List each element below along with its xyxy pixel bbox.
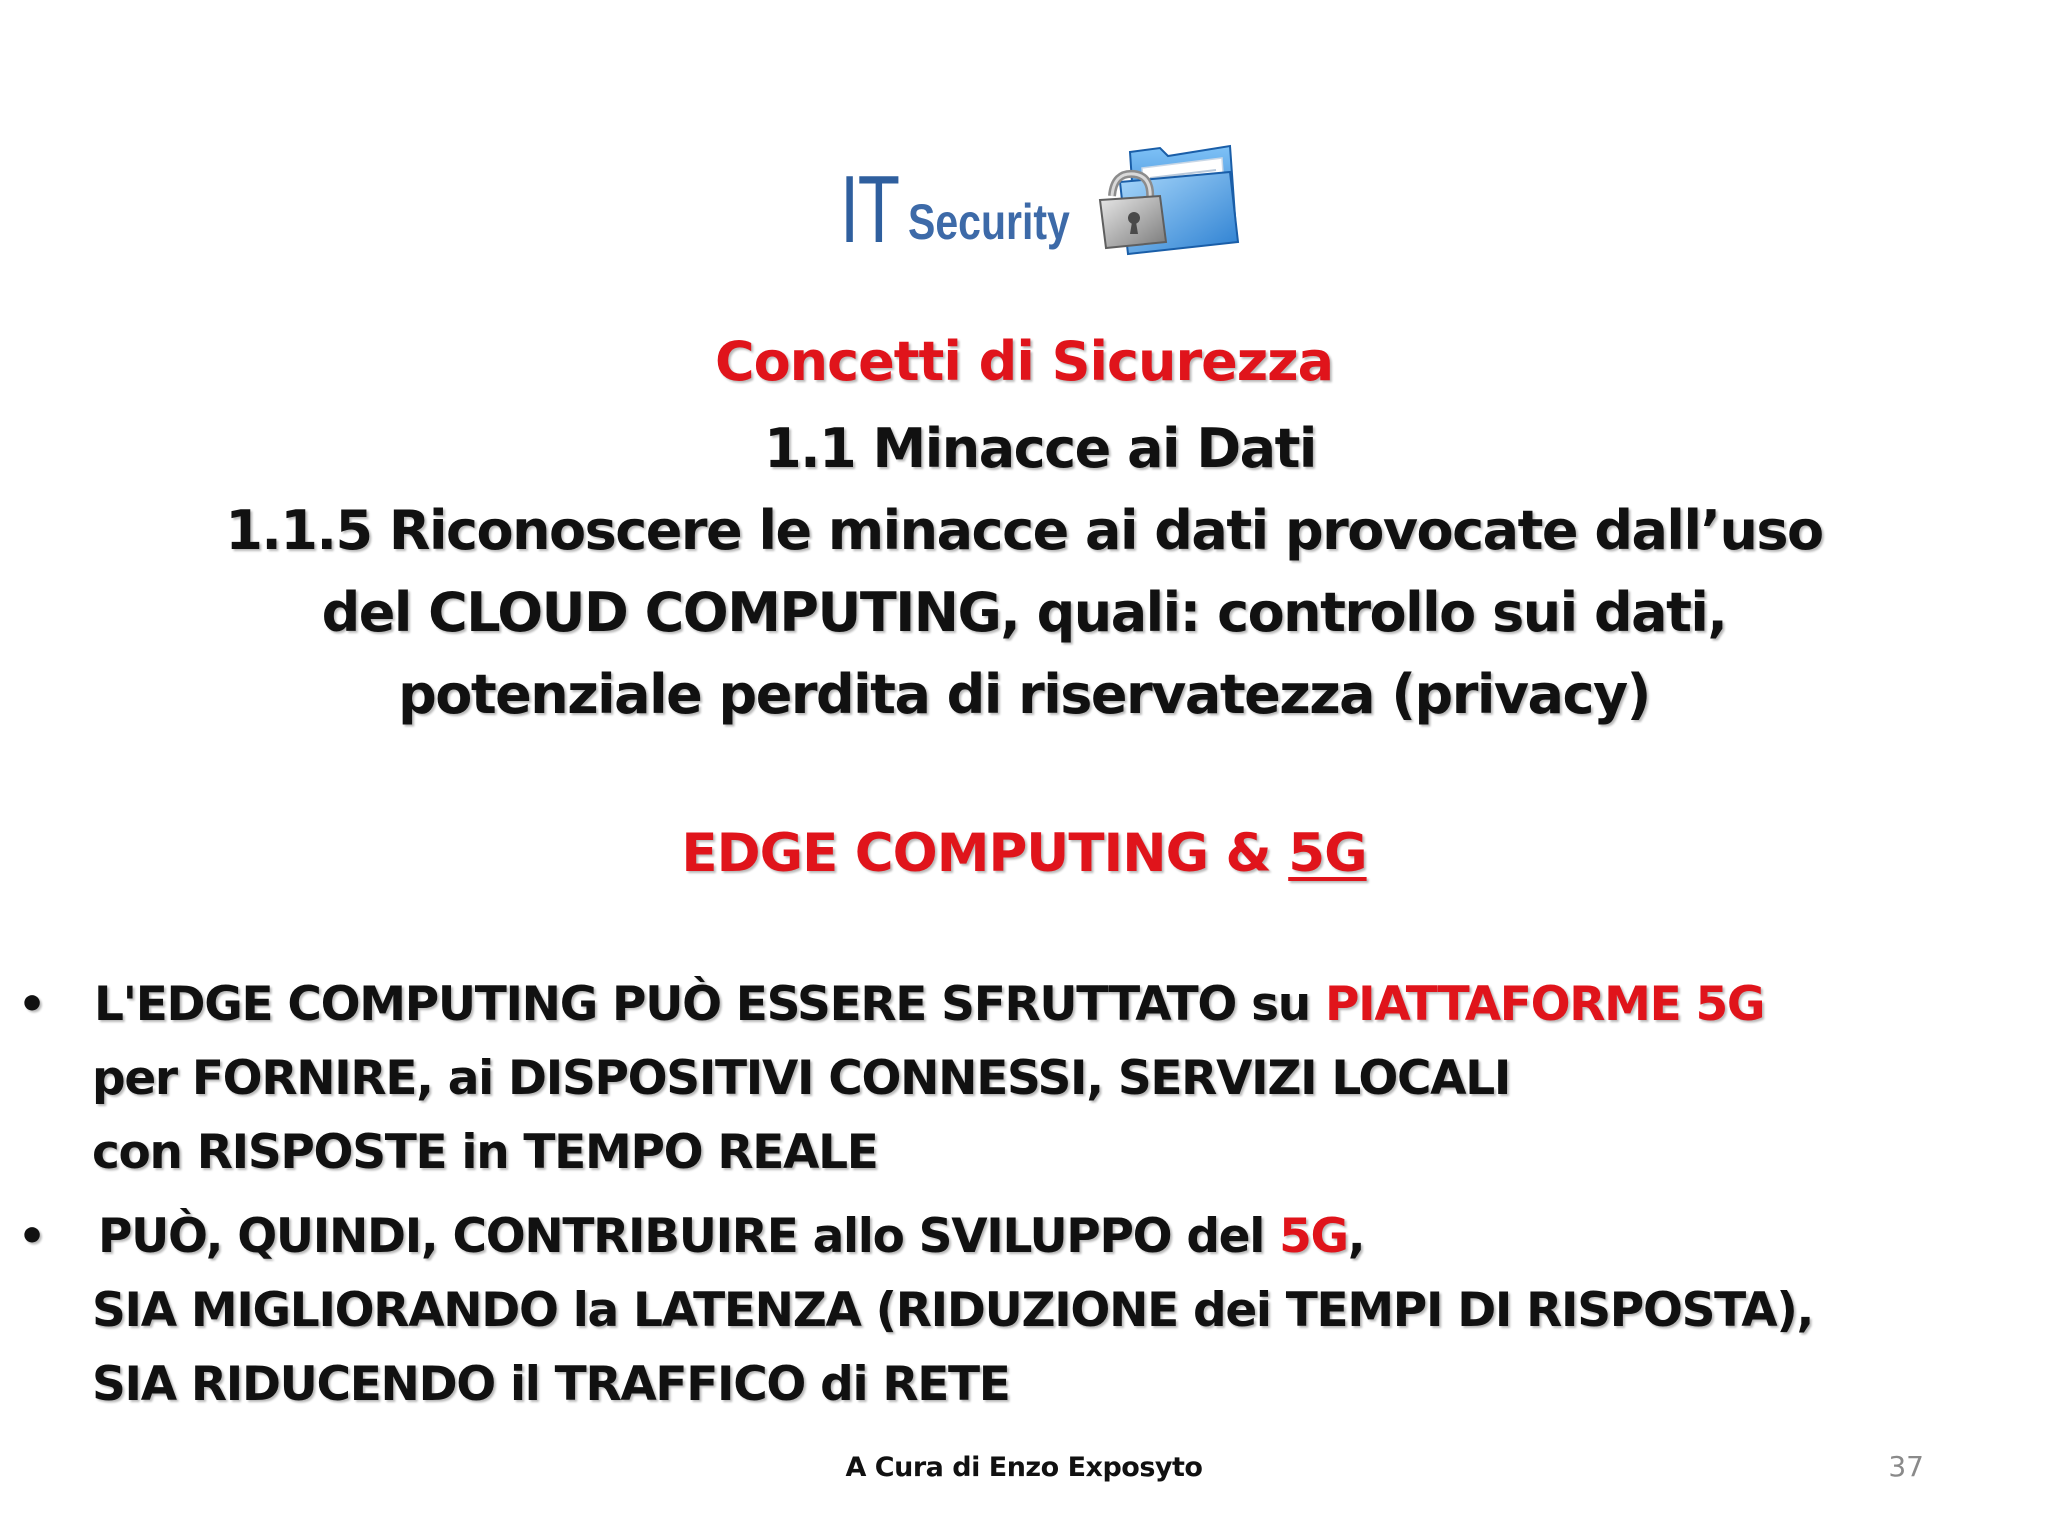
- footer-credit: A Cura di Enzo Exposyto: [845, 1452, 1203, 1483]
- bullet-1-line-1-highlight: PIATTAFORME 5G: [1325, 977, 1765, 1032]
- edge-computing-title: [0, 822, 2048, 886]
- logo-text: [840, 138, 1105, 263]
- bullet-1-line-3: con RISPOSTE in TEMPO REALE: [92, 1125, 878, 1180]
- topic-line-1: 1.1.5 Riconoscere le minacce ai dati provocate dall’uso: [225, 499, 1823, 562]
- bullet-2-line-1-tail: ,: [1347, 1209, 1365, 1264]
- bullet-2-line-1-highlight: 5G: [1279, 1209, 1348, 1264]
- bullet-2-line-1-text: PUÒ, QUINDI, CONTRIBUIRE allo SVILUPPO del: [98, 1209, 1280, 1264]
- bullet-2-line-2: SIA MIGLIORANDO la LATENZA (RIDUZIONE dei TEMPI DI RISPOSTA),: [92, 1283, 1814, 1338]
- page-number: 37: [1888, 1450, 1924, 1483]
- logo-security-text: Security: [908, 194, 1070, 250]
- topic-line-2: del CLOUD COMPUTING, quali: controllo sui dati,: [321, 581, 1727, 644]
- bullet-2-line-3: SIA RIDUCENDO il TRAFFICO di RETE: [92, 1357, 1010, 1412]
- logo-it-text: IT: [840, 156, 899, 263]
- bullet-1-line-2: per FORNIRE, ai DISPOSITIVI CONNESSI, SERVIZI LOCALI: [92, 1051, 1511, 1106]
- topic-line-3: potenziale perdita di riservatezza (privacy): [398, 663, 1650, 726]
- subsection-title: 1.1 Minacce ai Dati: [764, 417, 1316, 480]
- edge-title-prefix: EDGE COMPUTING &: [681, 823, 1289, 884]
- section-title: Concetti di Sicurezza: [714, 330, 1334, 393]
- bullet-marker: •: [18, 1211, 45, 1262]
- bullet-1-line-1: [94, 975, 1764, 1035]
- it-security-logo: [840, 138, 1240, 263]
- bullet-marker: •: [18, 979, 45, 1030]
- padlock-folder-icon: [1090, 138, 1240, 258]
- bullet-1-line-1-text: L'EDGE COMPUTING PUÒ ESSERE SFRUTTATO su: [94, 977, 1326, 1032]
- bullet-2-line-1: [98, 1207, 1364, 1267]
- edge-title-5g: 5G: [1288, 823, 1367, 884]
